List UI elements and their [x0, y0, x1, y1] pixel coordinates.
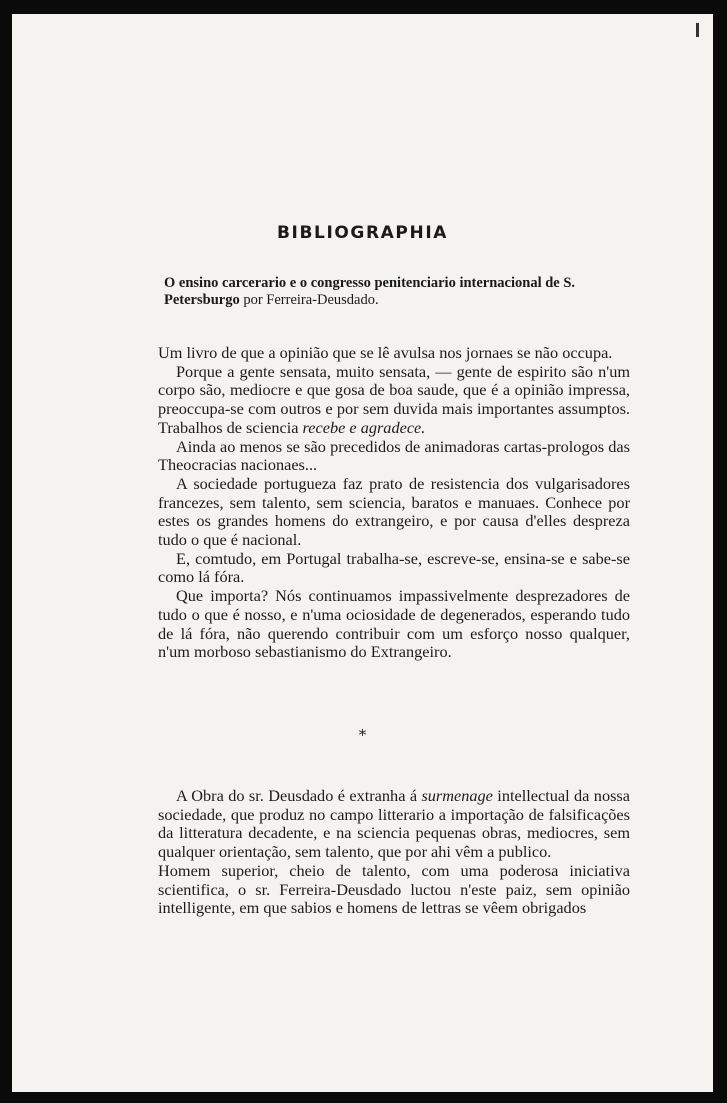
subtitle-title: O ensino carcerario e o congresso penitenciario internacional de S. Petersburgo — [164, 275, 576, 308]
paragraph-italic: surmenage — [421, 786, 493, 805]
paragraph — [158, 363, 630, 438]
subtitle-author: por Ferreira-Deusdado. — [239, 292, 379, 308]
page-sheet — [12, 14, 713, 1092]
paragraph: Homem superior, cheio de talento, com uma poderosa iniciativa scientifica, o sr. Ferreira-Deusdado luctou n'este paiz, sem opinião intelligente, em que sabios e homens de lettras se vêem obrigados — [158, 860, 630, 918]
book-subtitle — [164, 275, 640, 309]
scan-mark — [696, 23, 699, 37]
page-heading: BIBLIOGRAPHIA — [276, 223, 449, 243]
paragraph-text: Porque a gente sensata, muito sensata, — gente de espirito são n'um corpo são, mediocre e que gosa de boa saude, que é a opinião impressa, preoccupa-se com outros e por sem duvida mais importantes assumptos. Trabalhos de sciencia — [158, 361, 630, 437]
section-separator: * — [358, 726, 367, 744]
paragraph: Ainda ao menos se são precedidos de animadoras cartas-prologos das Theocracias nacionaes... — [158, 436, 630, 475]
paragraph: A sociedade portugueza faz prato de resistencia dos vulgarisadores francezes, sem talento, sem sciencia, baratos e manuaes. Conhece por estes os grandes homens do extrangeiro, e por causa d'elles despreza tudo o que é nacional. — [158, 473, 630, 550]
review-section-2 — [158, 787, 630, 918]
paragraph: E, comtudo, em Portugal trabalha-se, escreve-se, ensina-se e sabe-se como lá fóra. — [158, 548, 630, 587]
paragraph-text: intellectual da nossa sociedade, que produz no campo litterario a importação de falsificações da litteratura decadente, e na sciencia pequenas obras, mediocres, sem qualquer orientação, sem talento, que por ahi vêm a publico. — [158, 786, 630, 862]
paragraph-text: A Obra do sr. Deusdado é extranha á — [176, 786, 422, 805]
review-section-1 — [158, 344, 630, 662]
paragraph-italic: recebe e agradece. — [302, 417, 426, 437]
paragraph: Um livro de que a opinião que se lê avulsa nos jornaes se não occupa. — [158, 343, 613, 362]
paragraph: Que importa? Nós continuamos impassivelmente desprezadores de tudo o que é nosso, e n'uma ociosidade de degenerados, esperando tudo de lá fóra, não querendo contribuir com um esforço nosso qualquer, n'um morboso sebastianismo do Extrangeiro. — [158, 586, 630, 662]
paragraph — [158, 787, 630, 862]
